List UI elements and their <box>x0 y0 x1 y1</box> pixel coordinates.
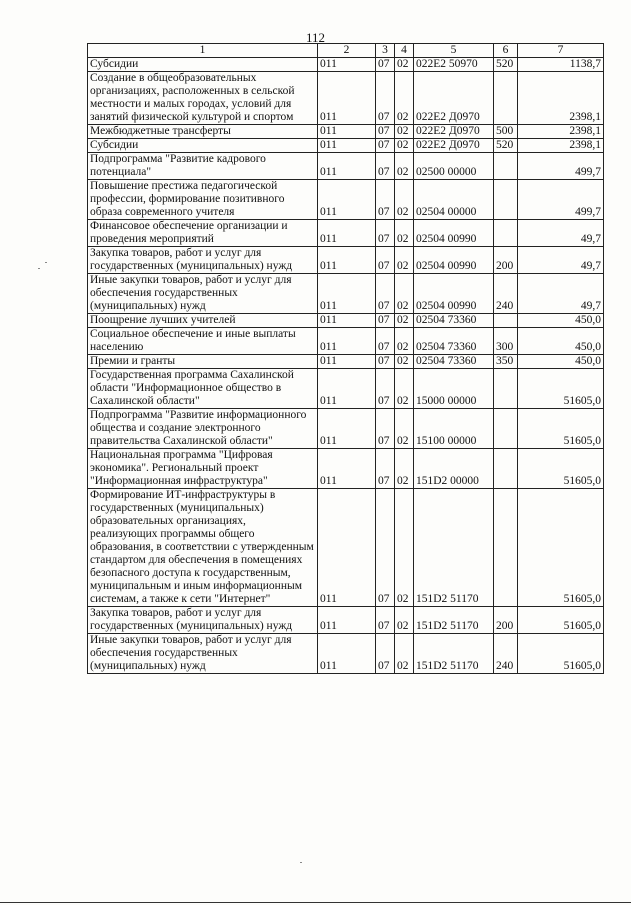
subsection-cell: 02 <box>395 409 414 449</box>
subsection-cell: 02 <box>395 125 414 139</box>
target-article-cell: 02504 73360 <box>414 314 494 328</box>
expense-type-cell <box>494 409 518 449</box>
section-cell: 07 <box>376 409 395 449</box>
subsection-cell: 02 <box>395 180 414 220</box>
expense-type-cell: 520 <box>494 139 518 153</box>
header-cell: 2 <box>318 44 376 58</box>
row-name-cell: Субсидии <box>88 58 318 72</box>
target-article-cell: 02504 73360 <box>414 328 494 355</box>
expense-type-cell: 500 <box>494 125 518 139</box>
section-cell: 07 <box>376 369 395 409</box>
page-bottom-edge <box>0 902 631 903</box>
target-article-cell: 02504 73360 <box>414 355 494 369</box>
admin-code-cell: 011 <box>318 369 376 409</box>
table-row <box>88 153 604 180</box>
subsection-cell: 02 <box>395 328 414 355</box>
subsection-cell: 02 <box>395 274 414 314</box>
subsection-cell: 02 <box>395 72 414 125</box>
amount-cell: 51605,0 <box>518 634 604 674</box>
amount-cell: 49,7 <box>518 274 604 314</box>
subsection-cell: 02 <box>395 634 414 674</box>
row-name-cell: Иные закупки товаров, работ и услуг для обеспечения государственных (муниципальных) нужд <box>88 634 318 674</box>
amount-cell: 51605,0 <box>518 607 604 634</box>
section-cell: 07 <box>376 314 395 328</box>
admin-code-cell: 011 <box>318 139 376 153</box>
expense-type-cell: 240 <box>494 634 518 674</box>
row-name-cell: Премии и гранты <box>88 355 318 369</box>
target-article-cell: 02500 00000 <box>414 153 494 180</box>
table-row <box>88 607 604 634</box>
table-row <box>88 139 604 153</box>
target-article-cell: 02504 00000 <box>414 180 494 220</box>
header-cell: 6 <box>494 44 518 58</box>
header-cell: 3 <box>376 44 395 58</box>
expense-type-cell: 350 <box>494 355 518 369</box>
table-row <box>88 220 604 247</box>
expense-type-cell <box>494 72 518 125</box>
admin-code-cell: 011 <box>318 449 376 489</box>
subsection-cell: 02 <box>395 449 414 489</box>
expense-type-cell: 520 <box>494 58 518 72</box>
table-row <box>88 489 604 607</box>
target-article-cell: 022E2 Д0970 <box>414 72 494 125</box>
row-name-cell: Закупка товаров, работ и услуг для государственных (муниципальных) нужд <box>88 247 318 274</box>
table-row <box>88 328 604 355</box>
admin-code-cell: 011 <box>318 247 376 274</box>
section-cell: 07 <box>376 139 395 153</box>
target-article-cell: 022E2 Д0970 <box>414 139 494 153</box>
admin-code-cell: 011 <box>318 634 376 674</box>
row-name-cell: Подпрограмма "Развитие информационного общества и создание электронного правительства Сахалинской области" <box>88 409 318 449</box>
table-row <box>88 355 604 369</box>
admin-code-cell: 011 <box>318 72 376 125</box>
table-row <box>88 58 604 72</box>
target-article-cell: 151D2 51170 <box>414 489 494 607</box>
amount-cell: 499,7 <box>518 153 604 180</box>
subsection-cell: 02 <box>395 369 414 409</box>
expense-type-cell <box>494 489 518 607</box>
expense-type-cell: 240 <box>494 274 518 314</box>
admin-code-cell: 011 <box>318 489 376 607</box>
admin-code-cell: 011 <box>318 274 376 314</box>
scan-speck <box>38 268 40 269</box>
row-name-cell: Межбюджетные трансферты <box>88 125 318 139</box>
expense-type-cell: 200 <box>494 607 518 634</box>
amount-cell: 450,0 <box>518 314 604 328</box>
admin-code-cell: 011 <box>318 125 376 139</box>
subsection-cell: 02 <box>395 314 414 328</box>
subsection-cell: 02 <box>395 489 414 607</box>
expense-type-cell: 300 <box>494 328 518 355</box>
row-name-cell: Подпрограмма "Развитие кадрового потенциала" <box>88 153 318 180</box>
target-article-cell: 022E2 50970 <box>414 58 494 72</box>
target-article-cell: 15100 00000 <box>414 409 494 449</box>
table-row <box>88 125 604 139</box>
section-cell: 07 <box>376 449 395 489</box>
page-number: 112 <box>305 30 326 45</box>
table-row <box>88 247 604 274</box>
target-article-cell: 02504 00990 <box>414 274 494 314</box>
section-cell: 07 <box>376 180 395 220</box>
amount-cell: 450,0 <box>518 328 604 355</box>
table-row <box>88 634 604 674</box>
expense-type-cell <box>494 180 518 220</box>
row-name-cell: Формирование ИТ-инфраструктуры в государственных (муниципальных) образовательных организациях, реализующих программы общего образования, в соответствии с утвержденным стандартом для обеспечения в помещениях безопасного доступа к государственным, муниципальным и иным информационным системам, а также к сети "Интернет" <box>88 489 318 607</box>
table-row <box>88 180 604 220</box>
table-row <box>88 369 604 409</box>
table-row <box>88 409 604 449</box>
admin-code-cell: 011 <box>318 220 376 247</box>
table-row <box>88 449 604 489</box>
section-cell: 07 <box>376 274 395 314</box>
budget-table <box>87 43 604 674</box>
admin-code-cell: 011 <box>318 314 376 328</box>
target-article-cell: 02504 00990 <box>414 220 494 247</box>
header-cell: 7 <box>518 44 604 58</box>
section-cell: 07 <box>376 355 395 369</box>
section-cell: 07 <box>376 247 395 274</box>
section-cell: 07 <box>376 72 395 125</box>
row-name-cell: Национальная программа "Цифровая экономика". Региональный проект "Информационная инфраструктура" <box>88 449 318 489</box>
expense-type-cell: 200 <box>494 247 518 274</box>
target-article-cell: 151D2 00000 <box>414 449 494 489</box>
section-cell: 07 <box>376 328 395 355</box>
amount-cell: 1138,7 <box>518 58 604 72</box>
row-name-cell: Закупка товаров, работ и услуг для государственных (муниципальных) нужд <box>88 607 318 634</box>
expense-type-cell <box>494 449 518 489</box>
amount-cell: 2398,1 <box>518 125 604 139</box>
table-row <box>88 274 604 314</box>
target-article-cell: 151D2 51170 <box>414 607 494 634</box>
subsection-cell: 02 <box>395 355 414 369</box>
section-cell: 07 <box>376 58 395 72</box>
admin-code-cell: 011 <box>318 58 376 72</box>
expense-type-cell <box>494 314 518 328</box>
subsection-cell: 02 <box>395 139 414 153</box>
amount-cell: 51605,0 <box>518 489 604 607</box>
target-article-cell: 02504 00990 <box>414 247 494 274</box>
section-cell: 07 <box>376 153 395 180</box>
scan-speck <box>45 262 47 263</box>
amount-cell: 2398,1 <box>518 139 604 153</box>
row-name-cell: Социальное обеспечение и иные выплаты населению <box>88 328 318 355</box>
section-cell: 07 <box>376 489 395 607</box>
row-name-cell: Субсидии <box>88 139 318 153</box>
admin-code-cell: 011 <box>318 607 376 634</box>
row-name-cell: Иные закупки товаров, работ и услуг для обеспечения государственных (муниципальных) нужд <box>88 274 318 314</box>
admin-code-cell: 011 <box>318 328 376 355</box>
amount-cell: 51605,0 <box>518 449 604 489</box>
amount-cell: 2398,1 <box>518 72 604 125</box>
amount-cell: 450,0 <box>518 355 604 369</box>
expense-type-cell <box>494 220 518 247</box>
row-name-cell: Государственная программа Сахалинской области "Информационное общество в Сахалинской области" <box>88 369 318 409</box>
section-cell: 07 <box>376 634 395 674</box>
row-name-cell: Финансовое обеспечение организации и проведения мероприятий <box>88 220 318 247</box>
target-article-cell: 022E2 Д0970 <box>414 125 494 139</box>
section-cell: 07 <box>376 607 395 634</box>
header-row <box>88 44 604 58</box>
admin-code-cell: 011 <box>318 153 376 180</box>
expense-type-cell <box>494 153 518 180</box>
subsection-cell: 02 <box>395 220 414 247</box>
row-name-cell: Создание в общеобразовательных организациях, расположенных в сельской местности и малых городах, условий для занятий физической культурой и спортом <box>88 72 318 125</box>
section-cell: 07 <box>376 220 395 247</box>
header-cell: 5 <box>414 44 494 58</box>
row-name-cell: Поощрение лучших учителей <box>88 314 318 328</box>
scan-speck <box>300 862 302 863</box>
subsection-cell: 02 <box>395 247 414 274</box>
admin-code-cell: 011 <box>318 355 376 369</box>
amount-cell: 499,7 <box>518 180 604 220</box>
section-cell: 07 <box>376 125 395 139</box>
table-row <box>88 72 604 125</box>
amount-cell: 51605,0 <box>518 409 604 449</box>
amount-cell: 51605,0 <box>518 369 604 409</box>
admin-code-cell: 011 <box>318 180 376 220</box>
subsection-cell: 02 <box>395 153 414 180</box>
amount-cell: 49,7 <box>518 247 604 274</box>
expense-type-cell <box>494 369 518 409</box>
amount-cell: 49,7 <box>518 220 604 247</box>
subsection-cell: 02 <box>395 58 414 72</box>
header-cell: 1 <box>88 44 318 58</box>
row-name-cell: Повышение престижа педагогической профессии, формирование позитивного образа современного учителя <box>88 180 318 220</box>
admin-code-cell: 011 <box>318 409 376 449</box>
header-cell: 4 <box>395 44 414 58</box>
subsection-cell: 02 <box>395 607 414 634</box>
target-article-cell: 151D2 51170 <box>414 634 494 674</box>
target-article-cell: 15000 00000 <box>414 369 494 409</box>
table-row <box>88 314 604 328</box>
